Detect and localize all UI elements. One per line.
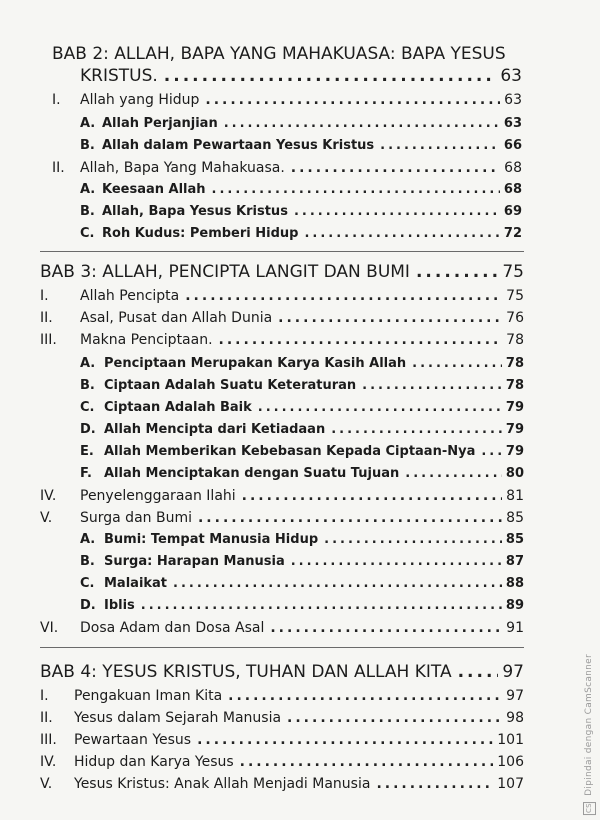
entry-page: 87	[505, 554, 524, 569]
toc-entry[interactable]	[80, 400, 524, 415]
section-divider	[40, 251, 524, 252]
entry-title: Allah Memberikan Kebebasan Kepada Ciptaan-Nya	[104, 444, 476, 459]
entry-title: Allah yang Hidup	[80, 92, 200, 108]
entry-number: IV.	[40, 488, 57, 504]
chapter-4-page: 97	[502, 662, 524, 682]
entry-number: A.	[80, 532, 96, 547]
toc-entry[interactable]	[80, 576, 524, 591]
entry-number: I.	[40, 288, 49, 304]
entry-title: Bumi: Tempat Manusia Hidup	[104, 532, 319, 547]
toc-entry[interactable]	[80, 226, 522, 241]
leader-dots	[198, 510, 502, 526]
entry-page: 81	[506, 488, 524, 504]
entry-page: 75	[506, 288, 524, 304]
leader-dots	[185, 288, 502, 304]
leader-dots	[294, 204, 500, 219]
leader-dots	[291, 160, 500, 176]
toc-entry[interactable]	[80, 554, 524, 569]
entry-page: 78	[506, 332, 524, 348]
entry-number: C.	[80, 226, 95, 241]
entry-page: 76	[506, 310, 524, 326]
chapter-3-page: 75	[502, 262, 524, 282]
toc-entry[interactable]	[40, 732, 524, 748]
entry-title: Ciptaan Adalah Baik	[104, 400, 252, 415]
toc-entry[interactable]	[40, 510, 524, 526]
entry-page: 91	[506, 620, 524, 636]
chapter-2-title-line-2: KRISTUS.	[80, 66, 158, 86]
toc-entry[interactable]	[80, 204, 522, 219]
leader-dots	[240, 754, 494, 770]
toc-entry[interactable]	[40, 620, 524, 636]
toc-entry[interactable]	[40, 332, 524, 348]
entry-number: B.	[80, 378, 95, 393]
entry-page: 106	[497, 754, 524, 770]
entry-number: II.	[40, 710, 53, 726]
toc-entry[interactable]	[40, 310, 524, 326]
entry-page: 79	[505, 400, 524, 415]
entry-number: F.	[80, 466, 92, 481]
entry-number: V.	[40, 510, 53, 526]
entry-number: C.	[80, 400, 95, 415]
leader-dots	[324, 532, 502, 547]
entry-number: B.	[80, 204, 95, 219]
entry-number: A.	[80, 182, 96, 197]
leader-dots	[173, 576, 502, 591]
watermark-text: Dipindai dengan CamScanner	[584, 654, 594, 796]
leader-dots	[197, 732, 493, 748]
entry-page: 79	[505, 444, 524, 459]
camscanner-logo-icon: CS	[583, 802, 596, 815]
toc-entry[interactable]	[80, 356, 524, 371]
toc-entry[interactable]	[40, 288, 524, 304]
leader-dots	[205, 92, 500, 108]
leader-dots	[380, 138, 500, 153]
leader-dots	[270, 620, 502, 636]
entry-title: Makna Penciptaan.	[80, 332, 213, 348]
entry-page: 80	[505, 466, 524, 481]
entry-title: Dosa Adam dan Dosa Asal	[80, 620, 265, 636]
leader-dots	[416, 262, 498, 282]
entry-page: 107	[497, 776, 524, 792]
toc-entry[interactable]	[80, 598, 524, 613]
entry-title: Allah Mencipta dari Ketiadaan	[104, 422, 326, 437]
entry-number: IV.	[40, 754, 57, 770]
leader-dots	[278, 310, 502, 326]
entry-page: 63	[504, 92, 522, 108]
leader-dots	[405, 466, 502, 481]
entry-number: V.	[40, 776, 53, 792]
entry-number: B.	[80, 554, 95, 569]
entry-page: 68	[503, 182, 522, 197]
entry-title: Allah dalam Pewartaan Yesus Kristus	[102, 138, 375, 153]
toc-entry[interactable]	[80, 138, 522, 153]
entry-number: D.	[80, 598, 96, 613]
chapter-4-title: BAB 4: YESUS KRISTUS, TUHAN DAN ALLAH KITA	[40, 662, 452, 682]
entry-number: III.	[40, 332, 57, 348]
entry-number: A.	[80, 356, 96, 371]
entry-title: Yesus Kristus: Anak Allah Menjadi Manusia	[74, 776, 371, 792]
chapter-2-title-row[interactable]	[80, 66, 522, 86]
entry-number: II.	[52, 160, 65, 176]
entry-page: 98	[506, 710, 524, 726]
toc-entry[interactable]	[80, 422, 524, 437]
chapter-2-page: 63	[500, 66, 522, 86]
leader-dots	[291, 554, 502, 569]
entry-number: I.	[52, 92, 61, 108]
leader-dots	[258, 400, 502, 415]
toc-entry[interactable]	[80, 444, 524, 459]
entry-page: 69	[503, 204, 522, 219]
entry-page: 78	[505, 378, 524, 393]
leader-dots	[362, 378, 502, 393]
leader-dots	[331, 422, 502, 437]
leader-dots	[224, 116, 500, 131]
toc-entry[interactable]	[40, 710, 524, 726]
entry-number: E.	[80, 444, 94, 459]
toc-entry[interactable]	[40, 688, 524, 704]
entry-page: 78	[505, 356, 524, 371]
entry-page: 89	[505, 598, 524, 613]
toc-entry[interactable]	[80, 466, 524, 481]
section-divider	[40, 647, 524, 648]
leader-dots	[412, 356, 502, 371]
entry-number: B.	[80, 138, 95, 153]
entry-title: Asal, Pusat dan Allah Dunia	[80, 310, 273, 326]
toc-entry[interactable]	[40, 776, 524, 792]
toc-entry[interactable]	[80, 378, 524, 393]
entry-title: Yesus dalam Sejarah Manusia	[74, 710, 282, 726]
leader-dots	[212, 182, 500, 197]
entry-title: Pengakuan Iman Kita	[74, 688, 223, 704]
entry-title: Allah Menciptakan dengan Suatu Tujuan	[104, 466, 400, 481]
leader-dots	[141, 598, 502, 613]
leader-dots	[481, 444, 502, 459]
entry-title: Hidup dan Karya Yesus	[74, 754, 234, 770]
entry-title: Pewartaan Yesus	[74, 732, 192, 748]
entry-title: Ciptaan Adalah Suatu Keteraturan	[104, 378, 357, 393]
entry-page: 68	[504, 160, 522, 176]
entry-page: 85	[506, 510, 524, 526]
entry-page: 63	[503, 116, 522, 131]
entry-page: 101	[497, 732, 524, 748]
entry-page: 85	[505, 532, 524, 547]
entry-title: Surga dan Bumi	[80, 510, 192, 526]
entry-title: Malaikat	[104, 576, 168, 591]
leader-dots	[458, 662, 499, 682]
entry-page: 88	[505, 576, 524, 591]
entry-number: D.	[80, 422, 96, 437]
leader-dots	[376, 776, 493, 792]
leader-dots	[219, 332, 503, 348]
entry-number: A.	[80, 116, 96, 131]
chapter-3-title-row[interactable]	[40, 262, 524, 282]
entry-title: Allah Pencipta	[80, 288, 180, 304]
toc-entry[interactable]	[52, 92, 522, 108]
entry-number: I.	[40, 688, 49, 704]
toc-entry[interactable]	[40, 754, 524, 770]
toc-entry[interactable]	[52, 160, 522, 176]
entry-page: 72	[503, 226, 522, 241]
entry-title: Penciptaan Merupakan Karya Kasih Allah	[104, 356, 407, 371]
leader-dots	[242, 488, 503, 504]
toc-entry[interactable]	[40, 488, 524, 504]
leader-dots	[228, 688, 502, 704]
entry-title: Allah Perjanjian	[102, 116, 218, 131]
entry-number: VI.	[40, 620, 59, 636]
chapter-3-title: BAB 3: ALLAH, PENCIPTA LANGIT DAN BUMI	[40, 262, 410, 282]
entry-number: III.	[40, 732, 57, 748]
entry-title: Roh Kudus: Pemberi Hidup	[102, 226, 299, 241]
scanner-watermark	[583, 654, 596, 815]
chapter-2-title-line-1: BAB 2: ALLAH, BAPA YANG MAHAKUASA: BAPA YESUS	[52, 44, 506, 64]
leader-dots	[287, 710, 502, 726]
toc-entry[interactable]	[80, 182, 522, 197]
entry-title: Keesaan Allah	[102, 182, 206, 197]
entry-title: Surga: Harapan Manusia	[104, 554, 285, 569]
entry-title: Iblis	[104, 598, 135, 613]
leader-dots	[164, 66, 497, 86]
entry-title: Allah, Bapa Yesus Kristus	[102, 204, 288, 219]
entry-title: Penyelenggaraan Ilahi	[80, 488, 236, 504]
entry-page: 79	[505, 422, 524, 437]
toc-entry[interactable]	[80, 532, 524, 547]
entry-page: 97	[506, 688, 524, 704]
toc-entry[interactable]	[80, 116, 522, 131]
leader-dots	[304, 226, 499, 241]
entry-number: II.	[40, 310, 53, 326]
entry-title: Allah, Bapa Yang Mahakuasa.	[80, 160, 285, 176]
chapter-4-title-row[interactable]	[40, 662, 524, 682]
entry-page: 66	[503, 138, 522, 153]
entry-number: C.	[80, 576, 95, 591]
